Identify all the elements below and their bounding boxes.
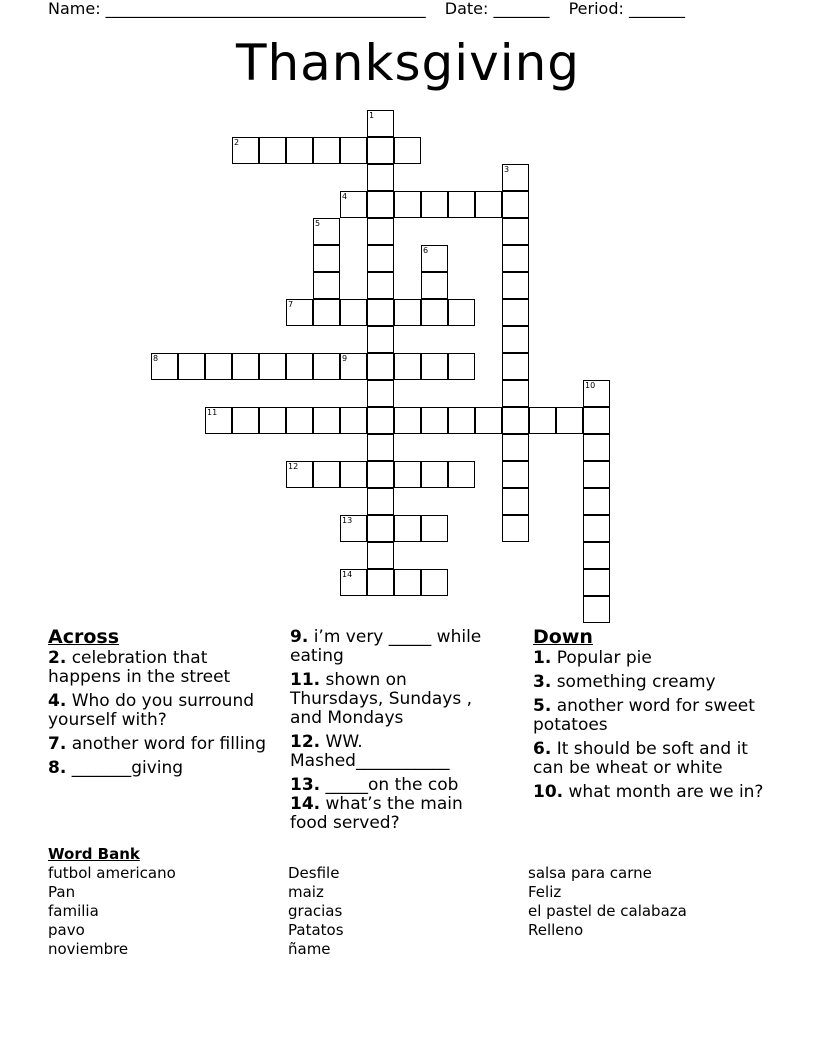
period-field[interactable]: Period: _______ [568,0,685,18]
down-clues-section [533,628,765,807]
student-info-header [48,0,699,18]
crossword-cell[interactable] [448,299,475,326]
clue-down-6: 6. It should be soft and it can be wheat or white [533,739,748,778]
crossword-cell[interactable] [313,218,340,245]
crossword-cell[interactable] [286,299,313,326]
crossword-cell[interactable] [583,434,610,461]
clue-across-7: 7. another word for filling [48,734,266,754]
crossword-cell[interactable] [583,515,610,542]
word-bank-item: futbol americano [48,864,176,882]
crossword-cell[interactable] [448,353,475,380]
crossword-cell[interactable] [340,137,367,164]
crossword-cell[interactable] [232,407,259,434]
crossword-cell[interactable] [367,137,394,164]
crossword-cell[interactable] [502,353,529,380]
word-bank-item: ñame [288,940,331,958]
crossword-cell[interactable] [556,407,583,434]
crossword-cell[interactable] [394,191,421,218]
word-bank-item: Patatos [288,921,344,939]
crossword-cell[interactable] [178,353,205,380]
clue-number-label: 5 [315,219,321,228]
clue-across-11: 11. shown on Thursdays, Sundays , and Mondays [290,670,472,728]
crossword-cell[interactable] [367,380,394,407]
puzzle-title: Thanksgiving [235,34,581,92]
crossword-cell[interactable] [502,299,529,326]
crossword-cell[interactable] [394,515,421,542]
crossword-cell[interactable] [286,407,313,434]
crossword-cell[interactable] [502,272,529,299]
crossword-cell[interactable] [475,407,502,434]
word-bank-column-2 [288,864,344,959]
clue-number-label: 10 [585,381,596,390]
clue-number-label: 1 [369,111,375,120]
date-field[interactable]: Date: _______ [444,0,550,18]
clue-number-label: 12 [288,462,299,471]
crossword-cell[interactable] [583,380,610,407]
crossword-cell[interactable] [421,407,448,434]
crossword-cell[interactable] [448,191,475,218]
crossword-cell[interactable] [367,407,394,434]
word-bank-item: Pan [48,883,76,901]
crossword-cell[interactable] [340,353,367,380]
crossword-cell[interactable] [421,272,448,299]
crossword-cell[interactable] [313,461,340,488]
crossword-cell[interactable] [502,461,529,488]
crossword-cell[interactable] [367,488,394,515]
across-clues-continued [290,628,500,838]
crossword-cell[interactable] [313,137,340,164]
crossword-cell[interactable] [394,353,421,380]
crossword-cell[interactable] [421,461,448,488]
clue-across-14: 14. what’s the main food served? [290,794,463,833]
clue-number-label: 8 [153,354,159,363]
word-bank-item: Relleno [528,921,584,939]
crossword-cell[interactable] [367,299,394,326]
clue-number-label: 2 [234,138,240,147]
clue-number-label: 6 [423,246,429,255]
crossword-cell[interactable] [421,515,448,542]
clue-across-13: 13. _____on the cob [290,775,459,795]
crossword-cell[interactable] [367,326,394,353]
clue-number-label: 7 [288,300,294,309]
crossword-cell[interactable] [340,299,367,326]
word-bank-item: Desfile [288,864,340,882]
crossword-cell[interactable] [502,164,529,191]
crossword-cell[interactable] [367,191,394,218]
crossword-cell[interactable] [367,218,394,245]
crossword-cell[interactable] [394,569,421,596]
crossword-cell[interactable] [394,299,421,326]
crossword-cell[interactable] [394,461,421,488]
crossword-cell[interactable] [583,407,610,434]
crossword-cell[interactable] [151,353,178,380]
crossword-cell[interactable] [367,569,394,596]
crossword-cell[interactable] [259,353,286,380]
across-heading: Across [48,626,120,648]
crossword-cell[interactable] [529,407,556,434]
clue-number-label: 4 [342,192,348,201]
crossword-cell[interactable] [232,137,259,164]
crossword-cell[interactable] [313,272,340,299]
clue-number-label: 3 [504,165,510,174]
crossword-cell[interactable] [502,488,529,515]
word-bank-item: el pastel de calabaza [528,902,687,920]
crossword-cell[interactable] [313,407,340,434]
crossword-cell[interactable] [367,245,394,272]
clue-across-2: 2. celebration that happens in the street [48,648,231,687]
clue-across-12: 12. WW. Mashed___________ [290,732,450,771]
crossword-cell[interactable] [367,164,394,191]
crossword-cell[interactable] [394,137,421,164]
crossword-cell[interactable] [367,542,394,569]
across-clues-section [48,628,278,783]
crossword-cell[interactable] [367,515,394,542]
crossword-cell[interactable] [340,515,367,542]
clue-across-9: 9. i’m very _____ while eating [290,627,482,666]
crossword-cell[interactable] [232,353,259,380]
clue-down-1: 1. Popular pie [533,648,652,668]
crossword-cell[interactable] [502,326,529,353]
clue-number-label: 11 [207,408,218,417]
crossword-cell[interactable] [421,569,448,596]
down-heading: Down [533,626,593,648]
word-bank-item: familia [48,902,99,920]
word-bank-item: maiz [288,883,324,901]
crossword-cell[interactable] [394,407,421,434]
crossword-cell[interactable] [313,245,340,272]
clue-across-4: 4. Who do you surround yourself with? [48,691,255,730]
crossword-cell[interactable] [475,191,502,218]
crossword-cell[interactable] [421,299,448,326]
crossword-cell[interactable] [286,461,313,488]
clue-number-label: 9 [342,354,348,363]
crossword-cell[interactable] [340,461,367,488]
crossword-cell[interactable] [367,461,394,488]
crossword-cell[interactable] [367,272,394,299]
crossword-cell[interactable] [313,353,340,380]
crossword-cell[interactable] [286,137,313,164]
crossword-cell[interactable] [205,353,232,380]
crossword-cell[interactable] [583,542,610,569]
clue-number-label: 13 [342,516,353,525]
word-bank-column-1 [48,864,176,959]
crossword-cell[interactable] [340,191,367,218]
word-bank-item: Feliz [528,883,562,901]
crossword-cell[interactable] [583,569,610,596]
crossword-cell[interactable] [259,137,286,164]
crossword-cell[interactable] [502,380,529,407]
crossword-cell[interactable] [313,299,340,326]
crossword-cell[interactable] [421,353,448,380]
crossword-cell[interactable] [367,110,394,137]
crossword-cell[interactable] [205,407,232,434]
crossword-cell[interactable] [502,191,529,218]
word-bank-item: gracias [288,902,343,920]
word-bank-heading: Word Bank [48,845,140,863]
crossword-cell[interactable] [502,434,529,461]
crossword-cell[interactable] [340,569,367,596]
crossword-cell[interactable] [502,245,529,272]
word-bank-item: salsa para carne [528,864,652,882]
crossword-cell[interactable] [583,596,610,623]
crossword-cell[interactable] [502,407,529,434]
word-bank-column-3 [528,864,687,940]
word-bank-item: noviembre [48,940,129,958]
crossword-cell[interactable] [448,461,475,488]
crossword-cell[interactable] [421,245,448,272]
clue-across-8: 8. _______giving [48,758,184,778]
crossword-cell[interactable] [583,488,610,515]
clue-down-5: 5. another word for sweet potatoes [533,696,755,735]
word-bank-item: pavo [48,921,85,939]
name-field[interactable]: Name: ________________________________________ [48,0,426,18]
crossword-cell[interactable] [367,353,394,380]
crossword-cell[interactable] [421,191,448,218]
crossword-cell[interactable] [259,407,286,434]
clue-down-3: 3. something creamy [533,672,716,692]
crossword-cell[interactable] [340,407,367,434]
crossword-cell[interactable] [502,218,529,245]
clue-down-10: 10. what month are we in? [533,782,764,802]
crossword-cell[interactable] [367,434,394,461]
crossword-cell[interactable] [502,515,529,542]
crossword-cell[interactable] [448,407,475,434]
crossword-cell[interactable] [583,461,610,488]
crossword-cell[interactable] [286,353,313,380]
clue-number-label: 14 [342,570,353,579]
